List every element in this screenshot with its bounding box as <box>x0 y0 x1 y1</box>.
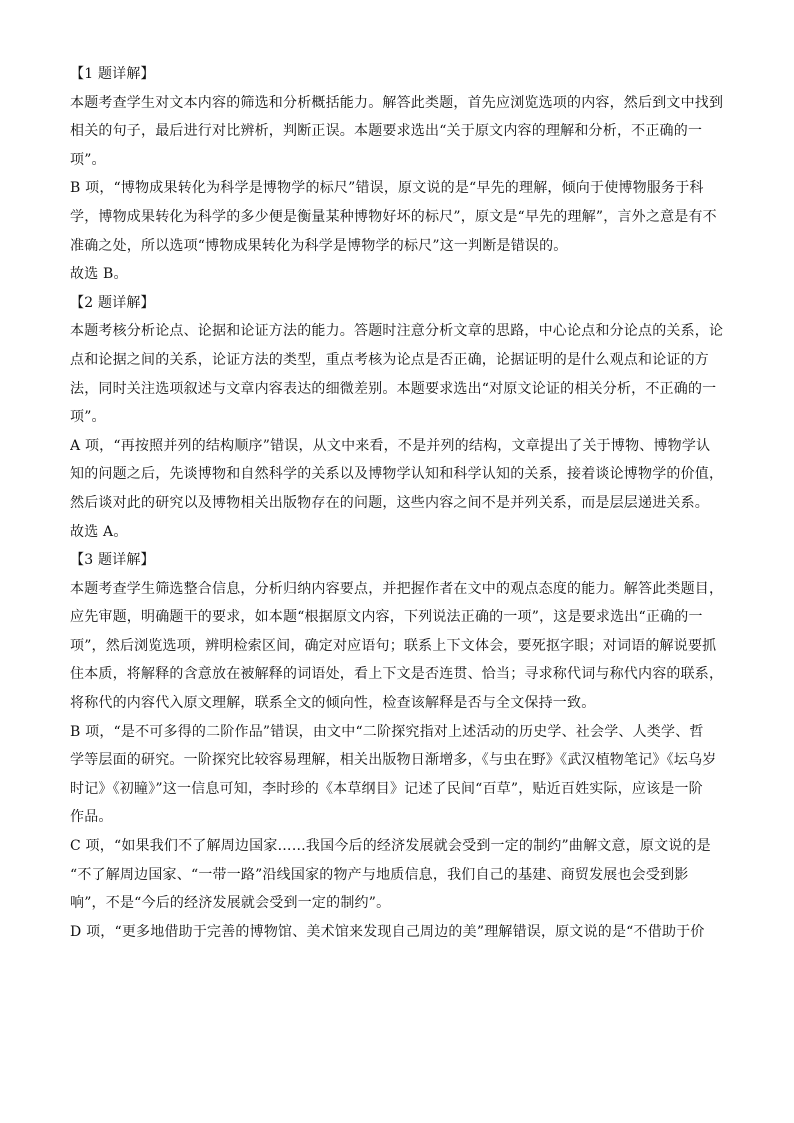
paragraph-line: 本题考核分析论点、论据和论证方法的能力。答题时注意分析文章的思路，中心论点和分论点的关系，论 <box>70 323 724 340</box>
paragraph-line: 知的问题之后，先谈博物和自然科学的关系以及博物学认知和科学认知的关系，接着谈论博物学的价值， <box>70 466 724 483</box>
paragraph-line: 应先审题，明确题干的要求，如本题“根据原文内容，下列说法正确的一项”，这是要求选出“正确的一 <box>70 609 703 626</box>
paragraph-line: 然后谈对此的研究以及博物相关出版物存在的问题，这些内容之间不是并列关系，而是层层递进关系。 <box>70 494 709 511</box>
paragraph-line: 准确之处，所以选项“博物成果转化为科学是博物学的标尺”这一判断是错误的。 <box>70 237 568 254</box>
paragraph-line: 时记》《初瞳》”这一信息可知，李时珍的《本草纲目》记述了民间“百草”，贴近百姓实际，应该是一阶 <box>70 780 703 797</box>
paragraph-line: B 项，“博物成果转化为科学是博物学的标尺”错误，原文说的是“早先的理解，倾向于使博物服务于科 <box>70 180 704 197</box>
paragraph-line: 学等层面的研究。一阶探究比较容易理解，相关出版物日渐增多，《与虫在野》《武汉植物笔记》《坛乌岁 <box>70 752 717 769</box>
paragraph-line: 本题考查学生对文本内容的筛选和分析概括能力。解答此类题，首先应浏览选项的内容，然后到文中找到 <box>70 94 724 111</box>
document-page <box>70 60 728 946</box>
paragraph-line: 项”，然后浏览选项，辨明检索区间，确定对应语句；联系上下文体会，要死抠字眼；对词语的解说要抓 <box>70 637 717 654</box>
paragraph-line: B 项，“是不可多得的二阶作品”错误，由文中“二阶探究指对上述活动的历史学、社会学、人类学、哲 <box>70 723 704 740</box>
paragraph-line: “不了解周边国家、“一带一路”沿线国家的物产与地质信息，我们自己的基建、商贸发展也会受到影 <box>70 866 689 883</box>
paragraph-line: A 项，“再按照并列的结构顺序”错误，从文中来看，不是并列的结构，文章提出了关于博物、博物学认 <box>70 437 711 454</box>
answer-line: 故选 A。 <box>70 523 128 540</box>
section-3 <box>70 546 728 946</box>
paragraph-line: 法，同时关注选项叙述与文章内容表达的细微差别。本题要求选出“对原文论证的相关分析，不正确的一 <box>70 380 717 397</box>
section-heading: 【3 题详解】 <box>70 552 155 569</box>
paragraph-line: D 项，“更多地借助于完善的博物馆、美术馆来发现自己周边的美”理解错误，原文说的是“不借助于价 <box>70 923 705 940</box>
section-2 <box>70 289 728 546</box>
section-1 <box>70 60 728 289</box>
paragraph-line: 将称代的内容代入原文理解，联系全文的倾向性，检查该解释是否与全文保持一致。 <box>70 695 596 712</box>
paragraph-line: 项”。 <box>70 151 106 168</box>
paragraph-line: 项”。 <box>70 409 106 426</box>
paragraph-line: 学，博物成果转化为科学的多少便是衡量某种博物好坏的标尺”，原文是“早先的理解”，言外之意是有不 <box>70 208 717 225</box>
paragraph-line: 响”，不是“今后的经济发展就会受到一定的制约”。 <box>70 895 391 912</box>
section-heading: 【1 题详解】 <box>70 66 155 82</box>
paragraph-line: 相关的句子，最后进行对比辨析，判断正误。本题要求选出“关于原文内容的理解和分析，不正确的一 <box>70 123 703 140</box>
section-heading: 【2 题详解】 <box>70 294 155 311</box>
paragraph-line: 住本质，将解释的含意放在被解释的词语处，看上下文是否连贯、恰当；寻求称代词与称代内容的联系， <box>70 666 724 683</box>
answer-line: 故选 B。 <box>70 266 128 283</box>
paragraph-line: 作品。 <box>70 809 113 826</box>
paragraph-line: 点和论据之间的关系，论证方法的类型，重点考核为论点是否正确，论据证明的是什么观点和论证的方 <box>70 351 709 368</box>
paragraph-line: 本题考查学生筛选整合信息，分析归纳内容要点，并把握作者在文中的观点态度的能力。解答此类题目， <box>70 580 724 597</box>
paragraph-line: C 项，“如果我们不了解周边国家……我国今后的经济发展就会受到一定的制约”曲解文意，原文说的是 <box>70 838 711 855</box>
